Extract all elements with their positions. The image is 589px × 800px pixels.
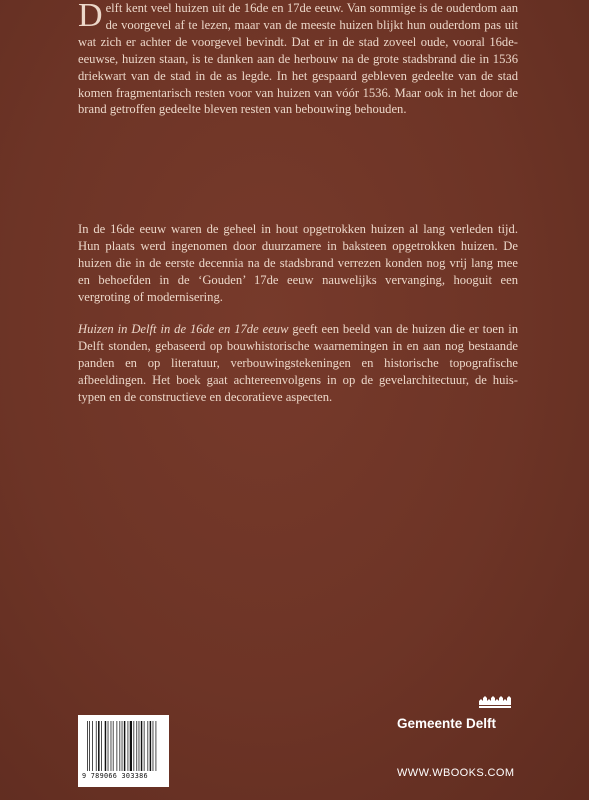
barcode-digits: 9 789066 303386 [82, 772, 148, 780]
paragraph-history-wrapper [78, 221, 518, 306]
drop-cap: D [78, 0, 103, 34]
barcode-bar [101, 721, 102, 771]
barcode-bar [111, 721, 112, 771]
paragraph-book [78, 321, 518, 406]
barcode-bar [96, 721, 97, 771]
barcode-bar [144, 721, 145, 771]
isbn-barcode [78, 715, 169, 787]
barcode-bar [128, 721, 129, 771]
barcode-bar [122, 721, 123, 771]
paragraph-intro-text: elft kent veel huizen uit de 16de en 17de eeuw. Van sommige is de ouderdom aan de voorgevel af te lezen, maar van de meeste huizen blijkt hun ouderdom pas uit wat zich er achter de voorgevel bevindt. Dat er in de stad zoveel oude, vooral 16de-eeuwse, huizen staan, is te danken aan de herbouw na de grote stadsbrand die in 1536 driekwart van de stad in de as legde. In het gespaard gebleven gedeelte van de stad komen fragmentarisch resten voor van huizen van vóór 1536. Maar ook in het door de brand getroffen gedeelte bleven resten van bebouwing behouden. [78, 1, 518, 117]
barcode-bar [153, 721, 154, 771]
barcode-bar [108, 721, 109, 771]
paragraph-intro [78, 0, 518, 118]
barcode-bar [156, 721, 157, 771]
barcode-bar [113, 721, 114, 771]
barcode-bar [117, 721, 118, 771]
barcode-bar [87, 721, 88, 771]
barcode-bar [98, 721, 100, 771]
barcode-bar [141, 721, 143, 771]
paragraph-book-wrapper [78, 321, 518, 406]
barcode-bar [89, 721, 90, 771]
logo-text: Gemeente Delft [397, 716, 497, 731]
barcode-bar [105, 721, 107, 771]
barcode-bar [119, 721, 120, 771]
barcode-bar [92, 721, 93, 771]
barcode-bar [139, 721, 140, 771]
paragraph-history: In de 16de eeuw waren de geheel in hout opgetrokken huizen al lang verleden tijd. Hun plaats werd ingenomen door duurzamere in baksteen opgetrokken huizen. De huizen die in de eerste decennia na de stadsbrand verrezen konden nog vrij lang mee en behoefden in de ‘Gouden’ 17de eeuw nauwelijks vervanging, hooguit een vergroting of modernisering. [78, 222, 518, 304]
barcode-bar [133, 721, 134, 771]
gemeente-delft-logo [397, 696, 527, 738]
delft-skyline-icon [479, 696, 511, 708]
barcode-bar [136, 721, 137, 771]
barcode-bar [147, 721, 148, 771]
barcode-bars [86, 721, 161, 773]
paragraph-book-text: geeft een beeld van de huizen die er toen in Delft stonden, gebaseerd op bouwhistorische waarnemingen in en aan nog bestaande panden en op literatuur, verbouwingstekeningen en historische topografische afbeeldingen. Het boek gaat achtereenvolgens in op de gevelarchitectuur, de huis-typen en de constructieve en decoratieve aspecten. [78, 322, 518, 404]
barcode-bar [124, 721, 126, 771]
back-cover-text [78, 0, 518, 118]
book-title: Huizen in Delft in de 16de en 17de eeuw [78, 322, 289, 336]
publisher-website: WWW.WBOOKS.COM [397, 767, 515, 779]
barcode-bar [130, 721, 132, 771]
barcode-bar [150, 721, 152, 771]
